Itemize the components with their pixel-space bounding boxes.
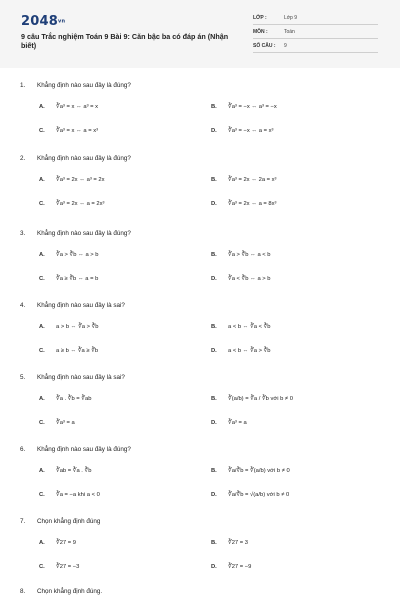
option-text: ∛a³ = 2x ⇔ a³ = 2x (56, 177, 105, 183)
question-number: 3. (20, 230, 26, 237)
option-d[interactable] (211, 276, 271, 282)
option-letter: B. (211, 252, 217, 258)
option-text: ∛a³ = x ⇔ a³ = x (56, 104, 99, 110)
option-letter: A. (39, 396, 45, 402)
option-letter: B. (211, 177, 217, 183)
option-text: ∛(a/b) = ∛a / ∛b với b ≠ 0 (228, 396, 293, 402)
meta-label: MÔN : (253, 29, 268, 35)
option-letter: D. (211, 420, 217, 426)
logo-suffix: vn (57, 18, 66, 25)
option-letter: C. (39, 276, 45, 282)
option-text: ∛a . ∛b = ∛ab (56, 396, 92, 402)
question-stem (20, 374, 125, 381)
option-c[interactable] (39, 420, 75, 426)
option-d[interactable] (211, 128, 273, 134)
option-d[interactable] (211, 348, 271, 354)
option-letter: C. (39, 492, 45, 498)
option-text: ∛a³ = −x ⇔ a = x³ (228, 128, 274, 134)
option-text: ∛a > ∛b ⇔ a < b (228, 252, 271, 258)
question-number: 5. (20, 374, 26, 381)
option-d[interactable] (211, 564, 251, 570)
option-text: ∛a/∛b = √(a/b) với b ≠ 0 (228, 492, 290, 498)
option-text: ∛a³ = 2x ⇔ a = 8x³ (228, 201, 277, 207)
option-a[interactable] (39, 540, 76, 546)
question-number: 1. (20, 82, 26, 89)
option-a[interactable] (39, 324, 99, 330)
meta-row-class (253, 14, 378, 25)
option-a[interactable] (39, 396, 91, 402)
option-text: ∛a/∛b = ∛(a/b) với b ≠ 0 (228, 468, 290, 474)
option-b[interactable] (211, 540, 248, 546)
question-text: Chọn khẳng định đúng (37, 518, 101, 525)
option-a[interactable] (39, 252, 99, 258)
option-text: a > b ⇔ ∛a > ∛b (56, 324, 99, 330)
question-number: 6. (20, 446, 26, 453)
option-letter: B. (211, 540, 217, 546)
option-letter: D. (211, 492, 217, 498)
option-b[interactable] (211, 177, 276, 183)
question-text: Khẳng định nào sau đây là đúng? (37, 230, 131, 237)
option-text: ∛a = −a khi a < 0 (56, 492, 100, 498)
question-number: 7. (20, 518, 26, 525)
meta-value: Toán (284, 29, 295, 35)
meta-value: 9 (284, 43, 287, 49)
option-d[interactable] (211, 420, 247, 426)
option-text: ∛a³ = 2x ⇔ a = 2x³ (56, 201, 105, 207)
question-text: Khẳng định nào sau đây là đúng? (37, 155, 131, 162)
option-c[interactable] (39, 348, 98, 354)
question-stem (20, 302, 125, 309)
logo-text: 2048 (21, 14, 58, 29)
option-letter: C. (39, 420, 45, 426)
option-letter: D. (211, 348, 217, 354)
option-letter: D. (211, 276, 217, 282)
option-letter: B. (211, 324, 217, 330)
option-letter: A. (39, 252, 45, 258)
option-letter: B. (211, 468, 217, 474)
option-text: a ≥ b ⇔ ∛a ≥ ∛b (56, 348, 99, 354)
question-text: Khẳng định nào sau đây là đúng? (37, 446, 131, 453)
meta-row-subject (253, 28, 378, 39)
question-text: Khẳng định nào sau đây là sai? (37, 374, 125, 381)
option-text: ∛a³ = −x ⇔ a³ = −x (228, 104, 277, 110)
option-letter: B. (211, 396, 217, 402)
option-letter: C. (39, 564, 45, 570)
question-stem (20, 518, 100, 525)
option-letter: C. (39, 128, 45, 134)
option-letter: C. (39, 348, 45, 354)
option-letter: A. (39, 177, 45, 183)
question-stem (20, 230, 131, 237)
question-number: 8. (20, 588, 26, 595)
option-c[interactable] (39, 564, 79, 570)
option-text: ∛27 = 3 (228, 540, 248, 546)
option-text: ∛27 = −3 (56, 564, 80, 570)
option-text: ∛a³ = a (56, 420, 75, 426)
option-text: ∛a < ∛b ⇔ a > b (228, 276, 271, 282)
option-letter: A. (39, 324, 45, 330)
option-b[interactable] (211, 396, 293, 402)
meta-value: Lớp 9 (284, 15, 298, 21)
option-d[interactable] (211, 492, 289, 498)
option-letter: D. (211, 128, 217, 134)
question-stem (20, 82, 131, 89)
option-text: ∛a³ = x ⇔ a = x³ (56, 128, 99, 134)
question-number: 2. (20, 155, 26, 162)
option-c[interactable] (39, 492, 100, 498)
question-text: Khẳng định nào sau đây là đúng? (37, 82, 131, 89)
meta-label: LỚP : (253, 15, 267, 21)
option-letter: C. (39, 201, 45, 207)
question-number: 4. (20, 302, 26, 309)
option-letter: D. (211, 564, 217, 570)
option-text: a < b ⇔ ∛a < ∛b (228, 324, 271, 330)
option-a[interactable] (39, 104, 98, 110)
option-text: ∛ab = ∛a . ∛b (56, 468, 92, 474)
option-text: ∛27 = −9 (228, 564, 252, 570)
option-text: ∛a³ = a (228, 420, 247, 426)
question-stem (20, 588, 102, 595)
meta-label: SỐ CÂU : (253, 43, 276, 49)
question-text: Chọn khẳng định đúng. (37, 588, 103, 595)
option-a[interactable] (39, 468, 91, 474)
option-c[interactable] (39, 201, 104, 207)
question-stem (20, 155, 131, 162)
question-stem (20, 446, 131, 453)
header (0, 0, 400, 68)
page-title: 9 câu Trắc nghiệm Toán 9 Bài 9: Căn bậc ba có đáp án (Nhận biết) (21, 32, 229, 50)
option-b[interactable] (211, 324, 271, 330)
option-b[interactable] (211, 252, 271, 258)
option-letter: B. (211, 104, 217, 110)
option-text: ∛a > ∛b ⇔ a > b (56, 252, 99, 258)
site-logo[interactable] (21, 14, 65, 29)
option-b[interactable] (211, 104, 277, 110)
option-a[interactable] (39, 177, 104, 183)
option-letter: A. (39, 104, 45, 110)
option-text: ∛a ≥ ∛b ⇔ a = b (56, 276, 99, 282)
option-text: a < b ⇔ ∛a > ∛b (228, 348, 271, 354)
meta-row-count (253, 42, 378, 53)
option-letter: A. (39, 540, 45, 546)
option-c[interactable] (39, 276, 98, 282)
option-text: ∛27 = 9 (56, 540, 76, 546)
option-text: ∛a³ = 2x ⇔ 2a = x³ (228, 177, 277, 183)
question-text: Khẳng định nào sau đây là sai? (37, 302, 125, 309)
option-letter: A. (39, 468, 45, 474)
option-letter: D. (211, 201, 217, 207)
option-c[interactable] (39, 128, 98, 134)
option-b[interactable] (211, 468, 290, 474)
option-d[interactable] (211, 201, 276, 207)
